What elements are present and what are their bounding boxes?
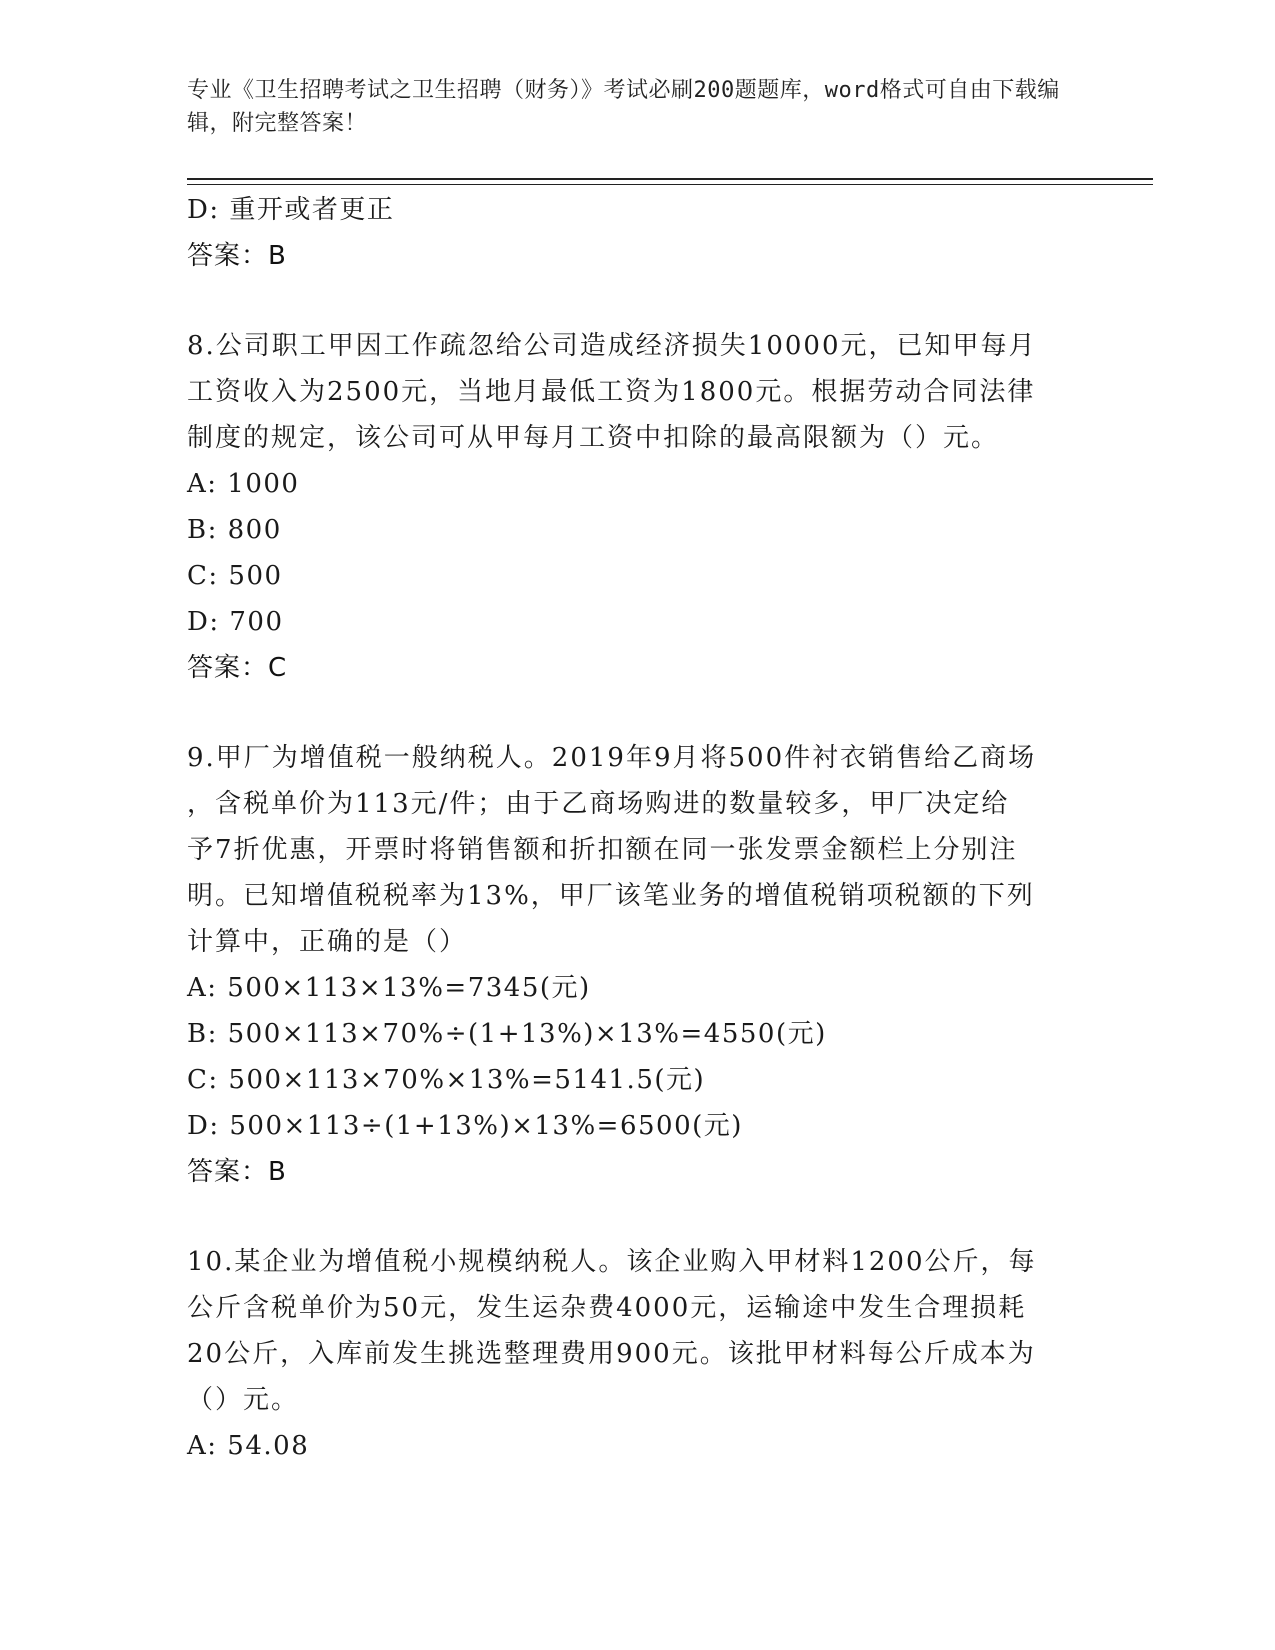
answer-previous: 答案：B [187, 241, 287, 271]
question-text-line: 计算中，正确的是（） [187, 927, 468, 957]
question-10 [187, 1239, 1067, 1469]
question-text-line: 8.公司职工甲因工作疏忽给公司造成经济损失10000元，已知甲每月 [187, 331, 1037, 361]
answer: 答案：C [187, 653, 288, 683]
page-header: 专业《卫生招聘考试之卫生招聘（财务）》考试必刷200题题库，word格式可自由下载编辑，附完整答案！ [187, 78, 1060, 136]
question-text-line: ，含税单价为113元/件；由于乙商场购进的数量较多，甲厂决定给 [187, 789, 1010, 819]
spacer [187, 279, 1067, 323]
option-b: B: 800 [187, 515, 282, 545]
option-d: D: 700 [187, 607, 284, 637]
option-a: A: 1000 [187, 469, 300, 499]
option-b: B: 500×113×70%÷(1+13%)×13%=4550(元) [187, 1019, 827, 1049]
question-8 [187, 323, 1067, 691]
document-body [187, 187, 1067, 1469]
option-c: C: 500×113×70%×13%=5141.5(元) [187, 1065, 706, 1095]
question-9 [187, 735, 1067, 1195]
question-text-line: 公斤含税单价为50元，发生运杂费4000元，运输途中发生合理损耗 [187, 1293, 1027, 1323]
question-text-line: 20公斤，入库前发生挑选整理费用900元。该批甲材料每公斤成本为 [187, 1339, 1036, 1369]
question-text-line: 予7折优惠，开票时将销售额和折扣额在同一张发票金额栏上分别注 [187, 835, 1018, 865]
question-text-line: 工资收入为2500元，当地月最低工资为1800元。根据劳动合同法律 [187, 377, 1036, 407]
option-d-previous: D: 重开或者更正 [187, 195, 395, 225]
header-divider-thin [187, 184, 1153, 185]
option-c: C: 500 [187, 561, 283, 591]
spacer [187, 1195, 1067, 1239]
option-a: A: 54.08 [187, 1431, 310, 1461]
question-text-line: 明。已知增值税税率为13%，甲厂该笔业务的增值税销项税额的下列 [187, 881, 1035, 911]
question-text-line: （）元。 [187, 1385, 300, 1415]
question-text-line: 10.某企业为增值税小规模纳税人。该企业购入甲材料1200公斤，每 [187, 1247, 1037, 1277]
answer: 答案：B [187, 1157, 287, 1187]
question-text-line: 制度的规定，该公司可从甲每月工资中扣除的最高限额为（）元。 [187, 423, 1000, 453]
spacer [187, 691, 1067, 735]
question-text-line: 9.甲厂为增值税一般纳税人。2019年9月将500件衬衣销售给乙商场 [187, 743, 1037, 773]
header-divider-thick [187, 178, 1153, 180]
option-d: D: 500×113÷(1+13%)×13%=6500(元) [187, 1111, 743, 1141]
option-a: A: 500×113×13%=7345(元) [187, 973, 591, 1003]
